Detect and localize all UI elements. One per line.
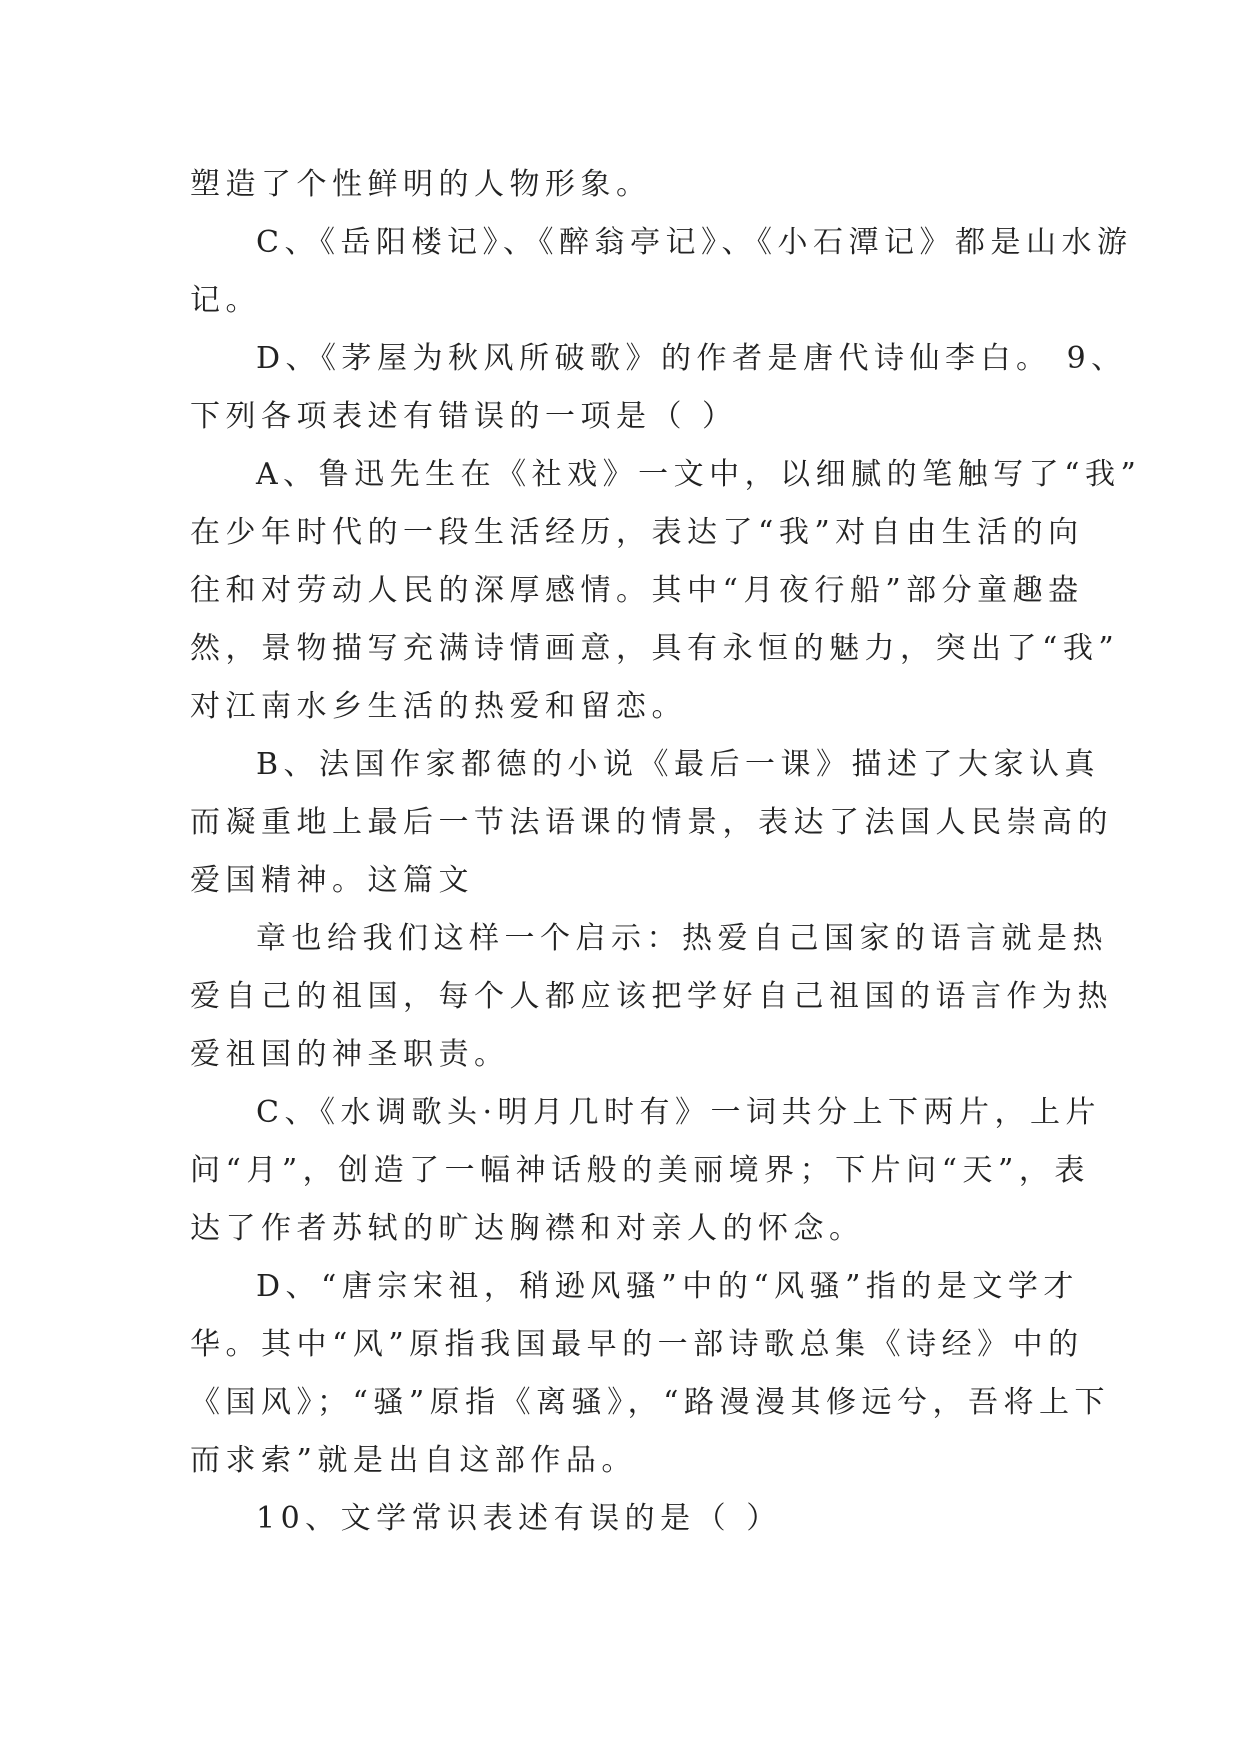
text-line: D、“唐宗宋祖，稍逊风骚”中的“风骚”指的是文学才	[256, 1269, 1079, 1304]
text-line: 塑造了个性鲜明的人物形象。	[190, 167, 652, 202]
text-line: 在少年时代的一段生活经历，表达了“我”对自由生活的向	[190, 515, 1084, 550]
text-line: 章也给我们这样一个启示：热爱自己国家的语言就是热	[256, 921, 1108, 956]
text-line: 问“月”，创造了一幅神话般的美丽境界；下片问“天”，表	[190, 1153, 1090, 1188]
text-line: 往和对劳动人民的深厚感情。其中“月夜行船”部分童趣盎	[190, 573, 1084, 608]
text-line: 然，景物描写充满诗情画意，具有永恒的魅力，突出了“我”	[190, 631, 1120, 666]
text-line: C、《岳阳楼记》、《醉翁亭记》、《小石潭记》都是山水游	[256, 225, 1133, 260]
text-line: 而凝重地上最后一节法语课的情景，表达了法国人民崇高的	[190, 805, 1113, 840]
text-line: C、《水调歌头·明月几时有》一词共分上下两片，上片	[256, 1095, 1101, 1130]
text-line: 而求索”就是出自这部作品。	[190, 1443, 637, 1478]
text-line: A、鲁迅先生在《社戏》一文中，以细腻的笔触写了“我”	[256, 457, 1142, 492]
document-body	[190, 156, 1142, 1548]
text-line: B、法国作家都德的小说《最后一课》描述了大家认真	[256, 747, 1101, 782]
text-line: 爱国精神。这篇文	[190, 863, 474, 898]
text-line: 爱自己的祖国，每个人都应该把学好自己祖国的语言作为热	[190, 979, 1113, 1014]
text-line: 10、文学常识表述有误的是（ ）	[256, 1501, 782, 1536]
text-line: D、《茅屋为秋风所破歌》的作者是唐代诗仙李白。 9、	[256, 341, 1127, 376]
text-line: 《国风》；“骚”原指《离骚》，“路漫漫其修远兮，吾将上下	[190, 1385, 1111, 1420]
text-line: 对江南水乡生活的热爱和留恋。	[190, 689, 687, 724]
text-line: 爱祖国的神圣职责。	[190, 1037, 510, 1072]
text-line: 华。其中“风”原指我国最早的一部诗歌总集《诗经》中的	[190, 1327, 1084, 1362]
text-line: 下列各项表述有错误的一项是（ ）	[190, 399, 738, 434]
text-line: 达了作者苏轼的旷达胸襟和对亲人的怀念。	[190, 1211, 865, 1246]
text-line: 记。	[190, 283, 261, 318]
